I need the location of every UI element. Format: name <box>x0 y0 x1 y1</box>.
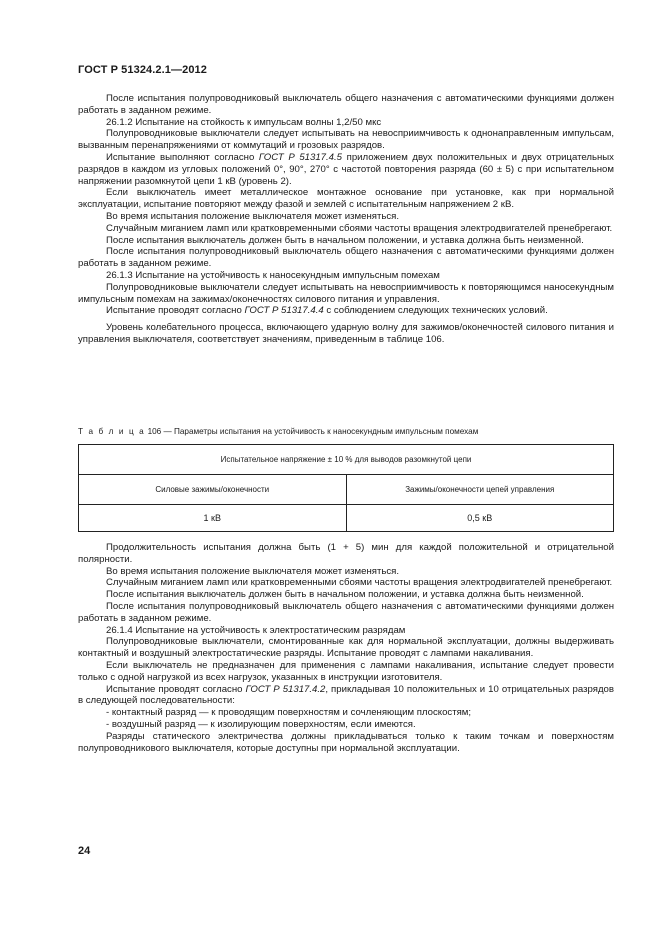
value-control: 0,5 кВ <box>346 505 614 532</box>
section-heading: 26.1.2 Испытание на стойкость к импульсам волны 1,2/50 мкс <box>106 116 382 128</box>
paragraph: Уровень колебательного процесса, включающего ударную волну для зажимов/оконечностей силового питания и управления выключателя, соответствует значениям, приведенным в таблице 106. <box>78 322 614 345</box>
list-item: - контактный разряд — к проводящим поверхностям и сочленяющим плоскостям; <box>106 707 472 719</box>
text-run: Испытание выполняют согласно <box>106 151 259 163</box>
value-power: 1 кВ <box>79 505 347 532</box>
page-number: 24 <box>78 845 91 857</box>
column-header-control: Зажимы/оконечности цепей управления <box>346 475 614 505</box>
paragraph: Если выключатель имеет металлическое монтажное основание при установке, как при нормальной эксплуатации, испытание повторяют между фазой и землей с испытательным напряжением 2 кВ. <box>78 187 614 211</box>
text-run: с соблюдением следующих технических условий. <box>323 305 548 317</box>
paragraph: После испытания полупроводниковый выключатель общего назначения с автоматическими функциями должен работать в заданном режиме. <box>78 246 614 270</box>
caption-label: Т а б л и ц а <box>78 427 146 436</box>
paragraph: Случайным миганием ламп или кратковременными сбоями частоты вращения электродвигателей пренебрегают. <box>106 577 613 589</box>
paragraph: После испытания выключатель должен быть в начальном положении, и уставка должна быть неизменной. <box>106 234 584 246</box>
paragraph: Во время испытания положение выключателя может изменяться. <box>106 210 399 222</box>
standard-reference: ГОСТ Р 51317.4.2 <box>245 683 326 695</box>
text-run: Испытание проводят согласно <box>106 305 245 317</box>
paragraph <box>78 684 614 708</box>
paragraph: Полупроводниковые выключатели, смонтированные как для нормальной эксплуатации, должны выдерживать контактный и воздушный электростатические разряды. Испытание проводят с лампами накаливания. <box>78 636 614 660</box>
paragraph: Разряды статического электричества должны прикладываться только к таким точкам и поверхностям полупроводникового выключателя, которые доступны при нормальной эксплуатации. <box>78 730 614 754</box>
body-text-bottom <box>78 542 614 754</box>
list-item: - воздушный разряд — к изолирующим поверхностям, если имеются. <box>106 718 416 730</box>
caption-text: 106 — Параметры испытания на устойчивость к наносекундным импульсным помехам <box>145 427 479 436</box>
text-run: , прикладывая 10 положительных и 10 отрицательных разрядов в следующей последовательности: <box>78 683 614 707</box>
paragraph <box>78 305 614 317</box>
table-caption <box>78 427 478 436</box>
document-header: ГОСТ Р 51324.2.1—2012 <box>78 64 207 76</box>
paragraph: После испытания полупроводниковый выключатель общего назначения с автоматическими функциями должен работать в заданном режиме. <box>78 93 614 116</box>
section-heading: 26.1.3 Испытание на устойчивость к наносекундным импульсным помехам <box>106 269 440 281</box>
column-header-power: Силовые зажимы/оконечности <box>79 475 347 505</box>
paragraph: После испытания полупроводниковый выключатель общего назначения с автоматическими функциями должен работать в заданном режиме. <box>78 600 614 624</box>
standard-reference: ГОСТ Р 51317.4.4 <box>244 305 324 317</box>
paragraph: Полупроводниковые выключатели следует испытывать на невосприимчивость к однонаправленным импульсам, вызванным перенапряжениями от коммутаций и грозовых разрядов. <box>78 128 614 152</box>
paragraph: Случайным миганием ламп или кратковременными сбоями частоты вращения электродвигателей пренебрегают. <box>106 222 613 234</box>
paragraph: Продолжительность испытания должна быть (1 + 5) мин для каждой положительной и отрицательной полярности. <box>78 542 614 565</box>
text-run: приложением двух положительных и двух отрицательных разрядов в каждом из угловых положений 0°, 90°, 270° с частотой повторения разряда (60 ± 5) с при испытательном напряжении разомкнутой цепи 1 кВ (уровень 2). <box>78 151 614 187</box>
text-run: Испытание проводят согласно <box>106 683 246 695</box>
body-text-top <box>78 93 614 346</box>
paragraph: Во время испытания положение выключателя может изменяться. <box>106 565 399 577</box>
paragraph <box>78 152 614 187</box>
parameters-table <box>78 444 614 532</box>
table-header-cell: Испытательное напряжение ± 10 % для выводов разомкнутой цепи <box>79 445 614 475</box>
standard-reference: ГОСТ Р 51317.4.5 <box>258 151 343 163</box>
paragraph: Полупроводниковые выключатели следует испытывать на невосприимчивость к повторяющимся наносекундным импульсным помехам на зажимах/оконечностях силового питания и управления. <box>78 281 614 305</box>
paragraph: После испытания выключатель должен быть в начальном положении, и уставка должна быть неизменной. <box>106 589 584 601</box>
section-heading: 26.1.4 Испытание на устойчивость к электростатическим разрядам <box>106 624 406 636</box>
paragraph: Если выключатель не предназначен для применения с лампами накаливания, испытание следует провести только с одной нагрузкой из всех нагрузок, указанных в инструкции изготовителя. <box>78 659 614 683</box>
